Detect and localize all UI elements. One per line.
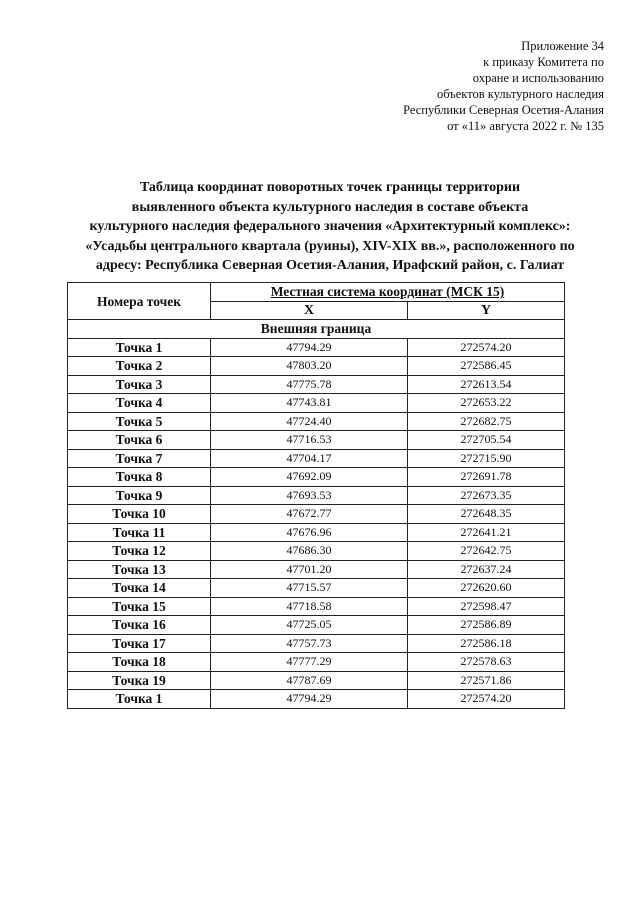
appendix-line: Республики Северная Осетия-Алания: [403, 103, 604, 117]
coord-y: 272653.22: [408, 394, 565, 413]
point-name: Точка 6: [68, 431, 211, 450]
coord-y: 272641.21: [408, 523, 565, 542]
table-row: [68, 653, 565, 672]
coord-x: 47794.29: [211, 338, 408, 357]
point-name: Точка 1: [68, 690, 211, 709]
point-name: Точка 3: [68, 375, 211, 394]
coord-x: 47692.09: [211, 468, 408, 487]
table-row: [68, 338, 565, 357]
section-row: [68, 320, 565, 339]
title-line: выявленного объекта культурного наследия в составе объекта: [131, 199, 529, 215]
coord-x: 47686.30: [211, 542, 408, 561]
coord-y: 272642.75: [408, 542, 565, 561]
table-row: [68, 449, 565, 468]
table-row: [68, 634, 565, 653]
coord-y: 272578.63: [408, 653, 565, 672]
coord-x: 47724.40: [211, 412, 408, 431]
header-y: Y: [408, 301, 565, 320]
coord-y: 272648.35: [408, 505, 565, 524]
appendix-line: охране и использованию: [472, 71, 604, 85]
table-row: [68, 486, 565, 505]
coord-x: 47693.53: [211, 486, 408, 505]
table-row: [68, 431, 565, 450]
point-name: Точка 19: [68, 671, 211, 690]
point-name: Точка 9: [68, 486, 211, 505]
point-name: Точка 8: [68, 468, 211, 487]
table-row: [68, 597, 565, 616]
header-x: X: [211, 301, 408, 320]
table-row: [68, 671, 565, 690]
coord-y: 272620.60: [408, 579, 565, 598]
coord-y: 272682.75: [408, 412, 565, 431]
appendix-line: от «11» августа 2022 г. № 135: [447, 119, 604, 133]
point-name: Точка 4: [68, 394, 211, 413]
coord-x: 47794.29: [211, 690, 408, 709]
table-row: [68, 579, 565, 598]
coord-y: 272673.35: [408, 486, 565, 505]
table-row: [68, 542, 565, 561]
title-line: культурного наследия федерального значения «Архитектурный комплекс»:: [89, 219, 571, 234]
title-line: адресу: Республика Северная Осетия-Алания, Ирафский район, с. Галиат: [95, 258, 565, 273]
point-name: Точка 10: [68, 505, 211, 524]
table-row: [68, 560, 565, 579]
table-row: [68, 375, 565, 394]
table-row: [68, 616, 565, 635]
coord-x: 47701.20: [211, 560, 408, 579]
appendix-block: [304, 38, 604, 134]
table-row: [68, 690, 565, 709]
coordinates-table: [67, 282, 565, 709]
coord-y: 272574.20: [408, 338, 565, 357]
coord-y: 272586.18: [408, 634, 565, 653]
point-name: Точка 14: [68, 579, 211, 598]
coord-y: 272571.86: [408, 671, 565, 690]
header-points: Номера точек: [68, 283, 211, 320]
coord-x: 47672.77: [211, 505, 408, 524]
coord-x: 47777.29: [211, 653, 408, 672]
coord-y: 272574.20: [408, 690, 565, 709]
header-coordinate-system: Местная система координат (МСК 15): [211, 283, 565, 302]
appendix-line: объектов культурного наследия: [437, 87, 604, 101]
table-row: [68, 523, 565, 542]
coord-x: 47716.53: [211, 431, 408, 450]
table-header-row: [68, 283, 565, 302]
point-name: Точка 5: [68, 412, 211, 431]
point-name: Точка 2: [68, 357, 211, 376]
coord-y: 272586.89: [408, 616, 565, 635]
point-name: Точка 13: [68, 560, 211, 579]
coord-x: 47775.78: [211, 375, 408, 394]
coord-x: 47718.58: [211, 597, 408, 616]
coord-x: 47757.73: [211, 634, 408, 653]
coord-x: 47725.05: [211, 616, 408, 635]
coord-x: 47676.96: [211, 523, 408, 542]
appendix-line: к приказу Комитета по: [483, 55, 604, 69]
coord-y: 272613.54: [408, 375, 565, 394]
coord-y: 272715.90: [408, 449, 565, 468]
document-title: [60, 178, 600, 276]
point-name: Точка 16: [68, 616, 211, 635]
coord-y: 272598.47: [408, 597, 565, 616]
coord-x: 47803.20: [211, 357, 408, 376]
table-row: [68, 468, 565, 487]
table-row: [68, 394, 565, 413]
coord-y: 272691.78: [408, 468, 565, 487]
section-label: Внешняя граница: [68, 320, 565, 339]
point-name: Точка 15: [68, 597, 211, 616]
table-row: [68, 357, 565, 376]
point-name: Точка 1: [68, 338, 211, 357]
title-line: «Усадьбы центрального квартала (руины), XIV-XIX вв.», расположенного по: [85, 238, 575, 254]
point-name: Точка 11: [68, 523, 211, 542]
table-body: [68, 320, 565, 709]
coord-y: 272705.54: [408, 431, 565, 450]
title-line: Таблица координат поворотных точек границы территории: [139, 180, 521, 195]
coord-y: 272586.45: [408, 357, 565, 376]
point-name: Точка 7: [68, 449, 211, 468]
point-name: Точка 17: [68, 634, 211, 653]
point-name: Точка 12: [68, 542, 211, 561]
point-name: Точка 18: [68, 653, 211, 672]
coord-x: 47715.57: [211, 579, 408, 598]
coord-x: 47787.69: [211, 671, 408, 690]
coord-x: 47704.17: [211, 449, 408, 468]
table-row: [68, 505, 565, 524]
appendix-line: Приложение 34: [521, 39, 604, 53]
table-row: [68, 412, 565, 431]
coord-y: 272637.24: [408, 560, 565, 579]
coord-x: 47743.81: [211, 394, 408, 413]
